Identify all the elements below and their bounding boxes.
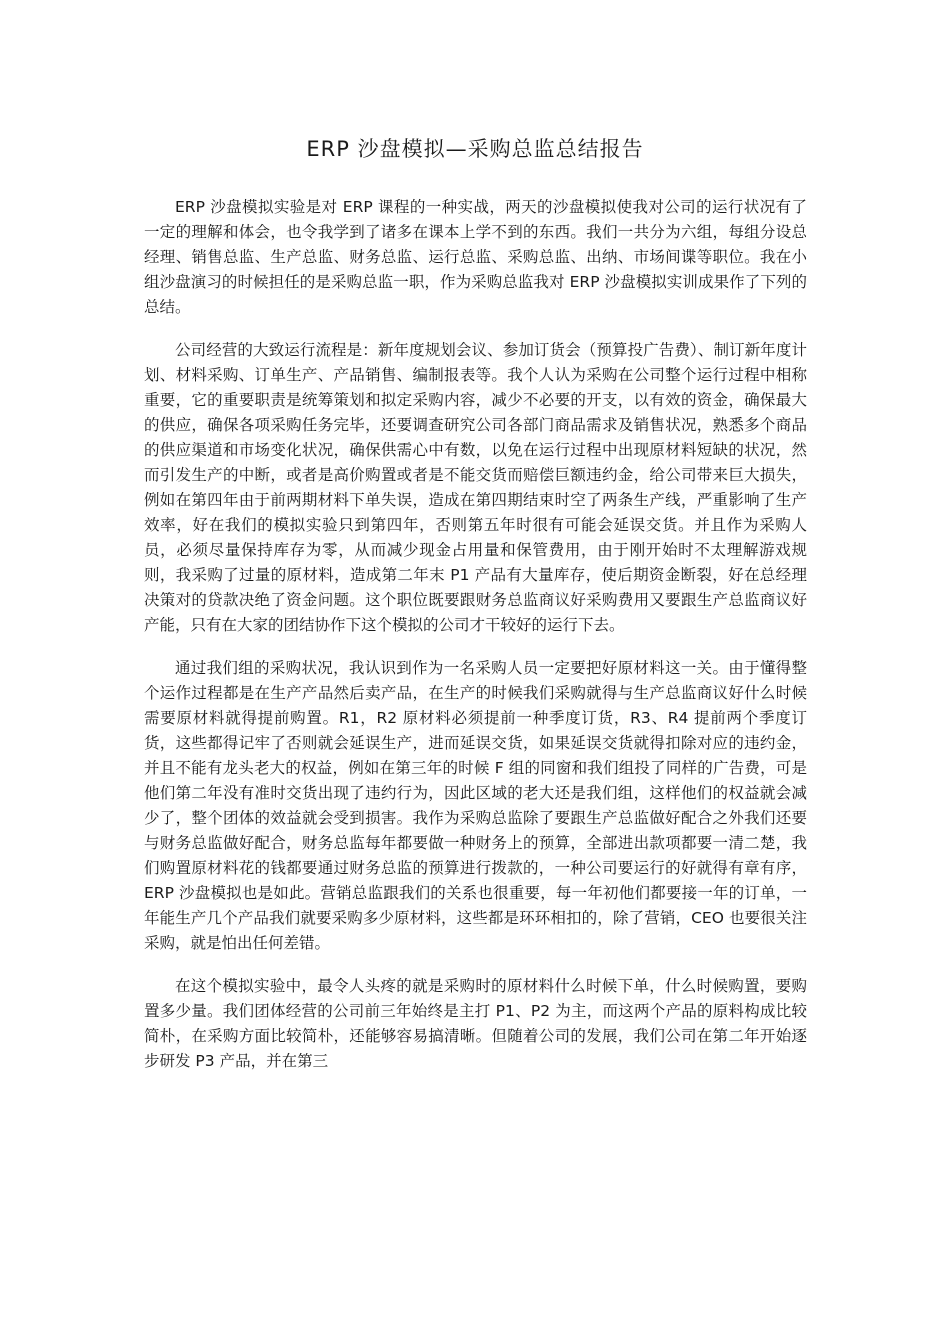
paragraph-materials: 通过我们组的采购状况，我认识到作为一名采购人员一定要把好原材料这一关。由于懂得整个运作过程都是在生产产品然后卖产品，在生产的时候我们采购就得与生产总监商议好什么时候需要原材料就得提前购置。R1，R2 原材料必须提前一种季度订货，R3、R4 提前两个季度订货，这些都得记牢了否则就会延误生产，进而延误交货，如果延误交货就得扣除对应的违约金，并且不能有龙头老大的权益，例如在第三年的时候 F 组的同窗和我们组投了同样的广告费，可是他们第二年没有准时交货出现了违约行为，因此区域的老大还是我们组，这样他们的权益就会减少了，整个团体的效益就会受到损害。我作为采购总监除了要跟生产总监做好配合之外我们还要与财务总监做好配合，财务总监每年都要做一种财务上的预算，全部进出款项都要一清二楚，我们购置原材料花的钱都要通过财务总监的预算进行拨款的，一种公司要运行的好就得有章有序，ERP 沙盘模拟也是如此。营销总监跟我们的关系也很重要，每一年初他们都要接一年的订单，一年能生产几个产品我们就要采购多少原材料，这些都是环环相扣的，除了营销，CEO 也要很关注采购，就是怕出任何差错。 <box>144 659 807 952</box>
paragraph-intro: ERP 沙盘模拟实验是对 ERP 课程的一种实战，两天的沙盘模拟使我对公司的运行状况有了一定的理解和体会，也令我学到了诸多在课本上学不到的东西。我们一共分为六组，每组分设总经理、销售总监、生产总监、财务总监、运行总监、采购总监、出纳、市场间谍等职位。我在小组沙盘演习的时候担任的是采购总监一职，作为采购总监我对 ERP 沙盘模拟实训成果作了下列的总结。 <box>144 198 807 316</box>
document-body <box>144 195 807 1092</box>
document-title: ERP 沙盘模拟—采购总监总结报告 <box>306 137 644 161</box>
paragraph-workflow: 公司经营的大致运行流程是：新年度规划会议、参加订货会（预算投广告费）、制订新年度计划、材料采购、订单生产、产品销售、编制报表等。我个人认为采购在公司整个运行过程中相称重要，它的重要职责是统筹策划和拟定采购内容，减少不必要的开支，以有效的资金，确保最大的供应，确保各项采购任务完毕，还要调查研究公司各部门商品需求及销售状况，熟悉多个商品的供应渠道和市场变化状况，确保供需心中有数，以免在运行过程中出现原材料短缺的状况，然而引发生产的中断，或者是高价购置或者是不能交货而赔偿巨额违约金，给公司带来巨大损失，例如在第四年由于前两期材料下单失误，造成在第四期结束时空了两条生产线，严重影响了生产效率，好在我们的模拟实验只到第四年，否则第五年时很有可能会延误交货。并且作为采购人员，必须尽量保持库存为零，从而减少现金占用量和保管费用，由于刚开始时不太理解游戏规则，我采购了过量的原材料，造成第二年末 P1 产品有大量库存，使后期资金断裂，好在总经理决策对的贷款决绝了资金问题。这个职位既要跟财务总监商议好采购费用又要跟生产总监商议好产能，只有在大家的团结协作下这个模拟的公司才干较好的运行下去。 <box>144 341 807 634</box>
paragraph-difficulty: 在这个模拟实验中，最令人头疼的就是采购时的原材料什么时候下单，什么时候购置，要购置多少量。我们团体经营的公司前三年始终是主打 P1、P2 为主，而这两个产品的原料构成比较简朴，在采购方面比较简朴，还能够容易搞清晰。但随着公司的发展，我们公司在第二年开始逐步研发 P3 产品，并在第三 <box>144 977 807 1070</box>
